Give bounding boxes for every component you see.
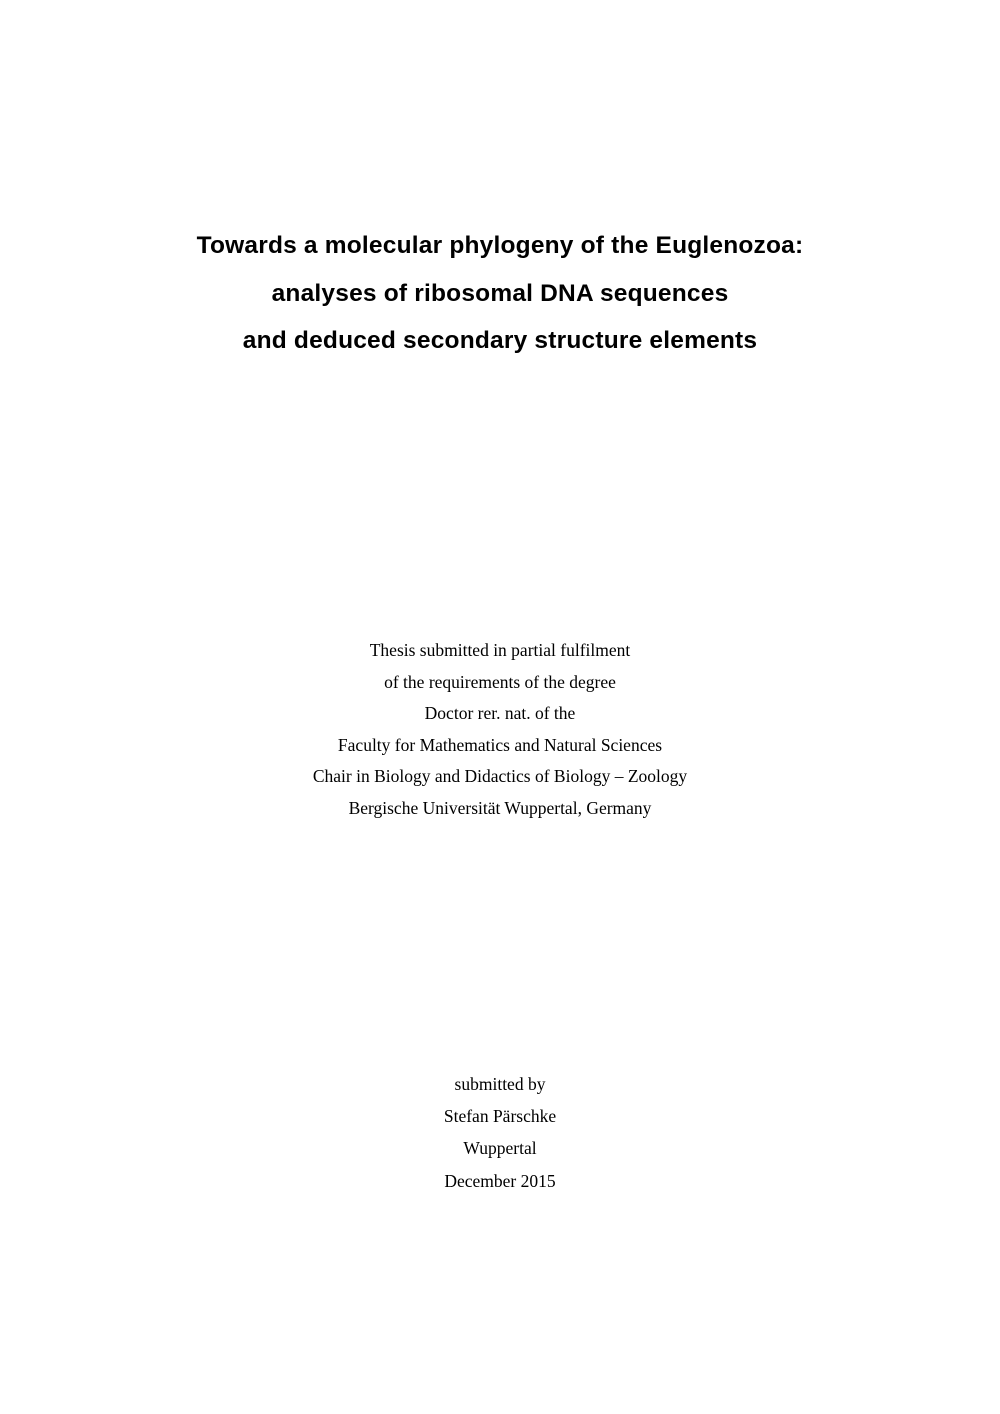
submission-line-3: Doctor rer. nat. of the <box>424 703 576 723</box>
submission-line-5: Chair in Biology and Didactics of Biology – Zoology <box>312 766 688 786</box>
title-line-3: and deduced secondary structure elements <box>242 327 758 354</box>
submission-line-4: Faculty for Mathematics and Natural Sciences <box>337 734 663 755</box>
author-city: Wuppertal <box>463 1138 537 1159</box>
author-block <box>0 1068 1000 1197</box>
submission-line-1: Thesis submitted in partial fulfilment <box>369 640 631 660</box>
submission-date: December 2015 <box>444 1170 556 1191</box>
title-line-1: Towards a molecular phylogeny of the Euglenozoa: <box>196 232 804 259</box>
submission-line-2: of the requirements of the degree <box>384 671 616 692</box>
author-name: Stefan Pärschke <box>443 1106 557 1127</box>
submission-statement <box>0 635 1000 824</box>
thesis-title <box>0 222 1000 365</box>
title-line-2: analyses of ribosomal DNA sequences <box>271 279 729 307</box>
submission-line-6: Bergische Universität Wuppertal, Germany <box>348 797 652 818</box>
submitted-by-label: submitted by <box>454 1074 546 1094</box>
